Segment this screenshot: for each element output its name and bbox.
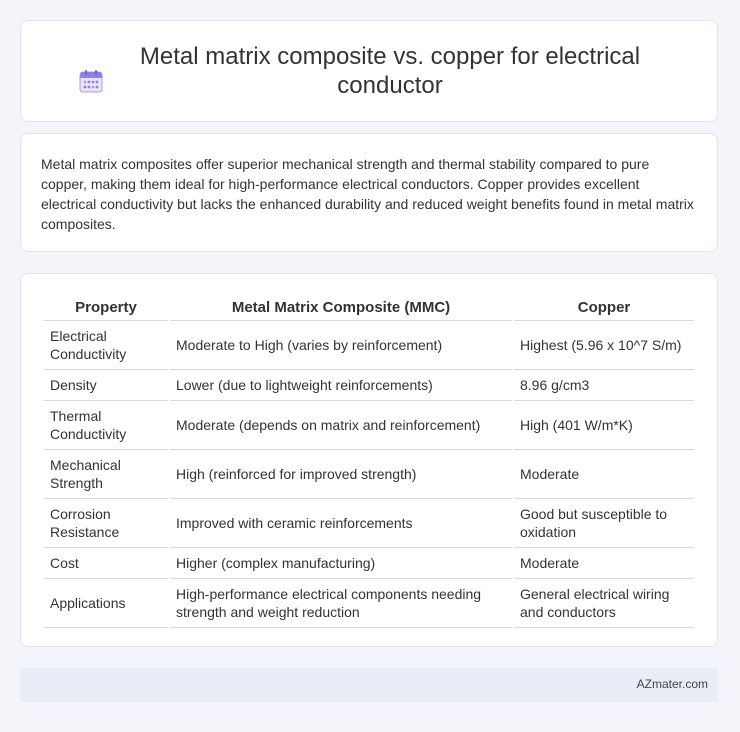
mmc-cell: Higher (complex manufacturing): [170, 548, 512, 579]
mmc-cell: Lower (due to lightweight reinforcements): [170, 370, 512, 401]
property-cell: Corrosion Resistance: [44, 499, 168, 548]
mmc-cell: High-performance electrical components needing strength and weight reduction: [170, 579, 512, 628]
table-row: [44, 579, 694, 628]
title-row: [69, 42, 669, 100]
property-cell: Mechanical Strength: [44, 450, 168, 499]
header-copper: Copper: [514, 294, 694, 321]
property-cell: Applications: [44, 579, 168, 628]
table-row: [44, 450, 694, 499]
copper-cell: Moderate: [514, 450, 694, 499]
table-row: [44, 370, 694, 401]
copper-cell: Moderate: [514, 548, 694, 579]
header-property: Property: [44, 294, 168, 321]
table-row: [44, 321, 694, 370]
property-cell: Electrical Conductivity: [44, 321, 168, 370]
table-row: [44, 548, 694, 579]
mmc-cell: Moderate to High (varies by reinforcement): [170, 321, 512, 370]
property-cell: Density: [44, 370, 168, 401]
copper-cell: High (401 W/m*K): [514, 401, 694, 450]
copper-cell: 8.96 g/cm3: [514, 370, 694, 401]
copper-cell: Good but susceptible to oxidation: [514, 499, 694, 548]
table-header-row: [44, 294, 694, 321]
page-title: Metal matrix composite vs. copper for electrical conductor: [139, 43, 641, 99]
mmc-cell: Improved with ceramic reinforcements: [170, 499, 512, 548]
header-mmc: Metal Matrix Composite (MMC): [170, 294, 512, 321]
footer-bar: [20, 668, 718, 702]
copper-cell: General electrical wiring and conductors: [514, 579, 694, 628]
mmc-cell: High (reinforced for improved strength): [170, 450, 512, 499]
table-row: [44, 401, 694, 450]
title-card: [20, 20, 718, 122]
property-cell: Cost: [44, 548, 168, 579]
copper-cell: Highest (5.96 x 10^7 S/m): [514, 321, 694, 370]
calendar-icon: [78, 68, 104, 94]
comparison-table: [42, 294, 696, 628]
footer-site-label: AZmater.com: [636, 677, 708, 691]
table-row: [44, 499, 694, 548]
property-cell: Thermal Conductivity: [44, 401, 168, 450]
comparison-table-card: [20, 273, 718, 647]
intro-card: [20, 133, 718, 252]
mmc-cell: Moderate (depends on matrix and reinforcement): [170, 401, 512, 450]
intro-paragraph: Metal matrix composites offer superior mechanical strength and thermal stability compared to pure copper, making them ideal for high-performance electrical conductors. Copper provides excellent electrical conductivity but lacks the enhanced durability and reduced weight benefits found in metal matrix composites.: [41, 156, 694, 232]
